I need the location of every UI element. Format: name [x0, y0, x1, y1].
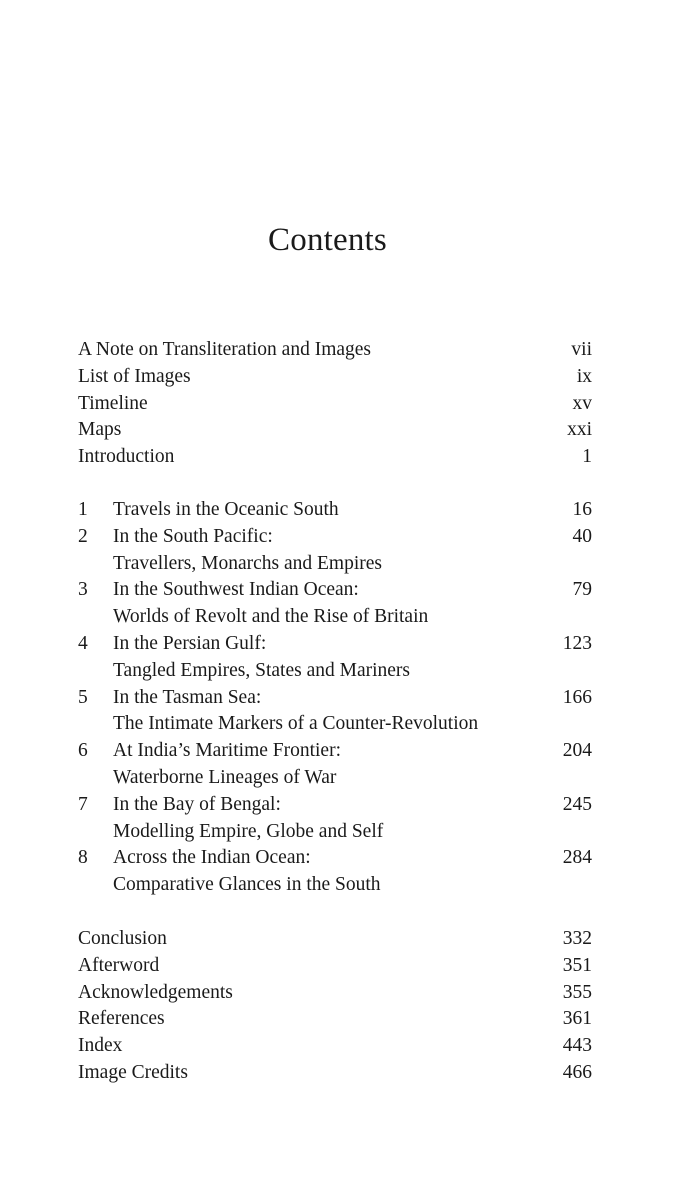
chapter-subtitle: Travellers, Monarchs and Empires	[113, 552, 382, 574]
toc-entry-label: A Note on Transliteration and Images	[78, 339, 372, 360]
chapter-page: 16	[572, 499, 592, 520]
chapter-page: 245	[562, 793, 592, 815]
toc-entry-index[interactable]	[78, 1033, 592, 1060]
chapter-page: 284	[562, 847, 592, 869]
toc-chapter-4[interactable]	[78, 631, 592, 685]
toc-entry-label: Image Credits	[78, 1061, 188, 1083]
chapter-number: 5	[78, 686, 88, 708]
chapter-subtitle: Waterborne Lineages of War	[113, 766, 337, 788]
chapter-title: In the Southwest Indian Ocean:	[113, 579, 359, 601]
toc-entry-image-credits[interactable]	[78, 1060, 592, 1087]
toc-entry-maps[interactable]	[78, 417, 592, 444]
chapter-list	[78, 497, 592, 899]
chapter-number: 1	[78, 499, 88, 520]
toc-entry-label: References	[78, 1008, 165, 1030]
toc-chapter-6[interactable]	[78, 738, 592, 792]
toc-chapter-7[interactable]	[78, 792, 592, 846]
toc-entry-page: 332	[562, 928, 592, 949]
toc-entry-page: 351	[562, 954, 592, 976]
chapter-title: In the Persian Gulf:	[113, 632, 267, 654]
toc-chapter-5[interactable]	[78, 685, 592, 739]
chapter-title: In the Tasman Sea:	[113, 686, 262, 708]
chapter-title: Travels in the Oceanic South	[113, 499, 339, 520]
chapter-subtitle: Worlds of Revolt and the Rise of Britain	[113, 606, 429, 628]
toc-entry-label: List of Images	[78, 365, 191, 387]
toc-entry-afterword[interactable]	[78, 953, 592, 980]
toc-entry-label: Index	[78, 1035, 123, 1057]
toc-entry-page: 443	[562, 1035, 592, 1057]
chapter-page: 204	[562, 740, 592, 762]
toc-entry-acknowledgements[interactable]	[78, 980, 592, 1007]
toc-entry-label: Afterword	[78, 954, 160, 976]
toc-chapter-2[interactable]	[78, 524, 592, 578]
chapter-subtitle: Tangled Empires, States and Mariners	[113, 659, 411, 681]
toc-entry-references[interactable]	[78, 1006, 592, 1033]
chapter-subtitle: The Intimate Markers of a Counter-Revolution	[113, 713, 479, 735]
chapter-number: 6	[78, 740, 88, 762]
chapter-page: 123	[562, 632, 592, 654]
toc-entry-conclusion[interactable]	[78, 926, 592, 953]
toc-entry-page: 355	[562, 981, 592, 1003]
toc-entry-transliteration-note[interactable]	[78, 337, 592, 364]
chapter-number: 4	[78, 632, 88, 654]
chapter-subtitle: Comparative Glances in the South	[113, 874, 381, 896]
toc-chapter-3[interactable]	[78, 577, 592, 631]
chapter-number: 8	[78, 847, 88, 869]
toc-entry-page: xv	[572, 392, 592, 414]
toc-entry-label: Introduction	[78, 446, 175, 468]
chapter-subtitle: Modelling Empire, Globe and Self	[113, 820, 384, 842]
toc-chapter-8[interactable]	[78, 845, 592, 899]
toc-entry-label: Timeline	[78, 392, 148, 414]
toc-entry-timeline[interactable]	[78, 391, 592, 418]
toc-entry-list-of-images[interactable]	[78, 364, 592, 391]
toc-entry-page: 1	[582, 446, 592, 468]
toc-entry-page: ix	[576, 365, 592, 387]
chapter-title: In the Bay of Bengal:	[113, 793, 281, 815]
chapter-page: 40	[572, 525, 592, 547]
toc-chapter-1[interactable]	[78, 497, 592, 524]
chapter-title: At India’s Maritime Frontier:	[113, 740, 342, 762]
toc-entry-page: 361	[562, 1008, 592, 1030]
back-matter-list	[78, 926, 592, 1087]
toc-entry-label: Conclusion	[78, 928, 167, 949]
toc-entry-introduction[interactable]	[78, 444, 592, 471]
front-matter-list	[78, 337, 592, 471]
toc-entry-page: xxi	[567, 419, 592, 441]
toc-entry-label: Maps	[78, 419, 122, 441]
chapter-number: 7	[78, 793, 88, 815]
chapter-title: Across the Indian Ocean:	[113, 847, 311, 869]
toc-entry-page: 466	[562, 1061, 592, 1083]
chapter-page: 166	[562, 686, 592, 708]
chapter-number: 2	[78, 525, 88, 547]
chapter-page: 79	[572, 579, 592, 601]
toc-entry-label: Acknowledgements	[78, 981, 233, 1003]
toc-entry-page: vii	[571, 339, 592, 360]
chapter-number: 3	[78, 579, 88, 601]
page-title: Contents	[268, 222, 387, 258]
chapter-title: In the South Pacific:	[113, 525, 273, 547]
